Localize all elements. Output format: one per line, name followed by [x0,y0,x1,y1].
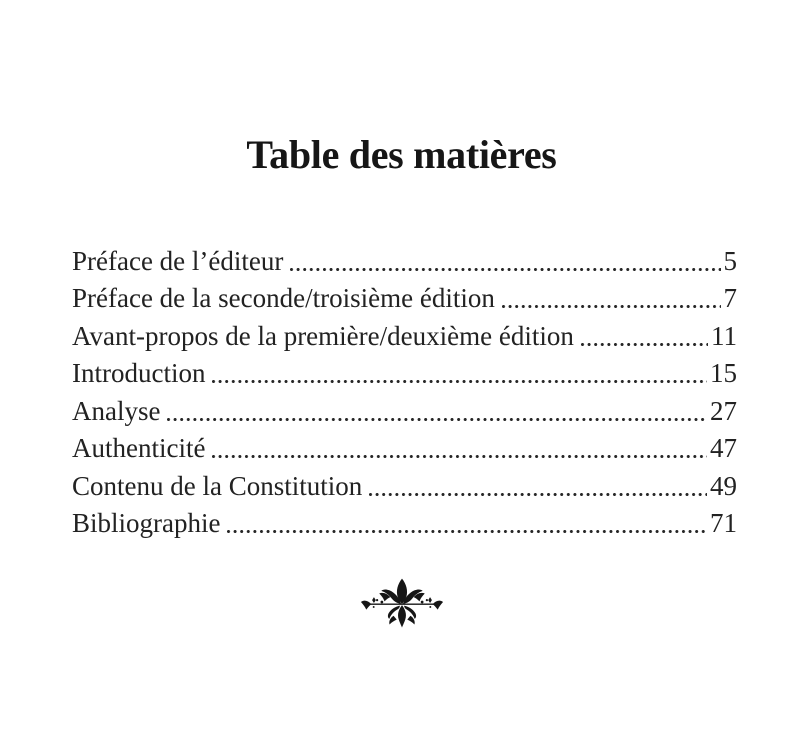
toc-entry [72,465,737,503]
toc-entry-page-number: 49 [710,470,737,501]
toc-entry-page-number: 15 [710,358,737,388]
toc-entry [72,353,737,391]
toc-entry-page-number: 27 [710,395,737,426]
toc-entry-page-number: 71 [710,508,737,538]
table-of-contents [72,240,737,540]
toc-entry [72,240,737,278]
toc-entry [72,278,737,316]
dot-leader [212,380,707,383]
toc-entry-label: Préface de l’éditeur [72,245,284,276]
toc-entry [72,428,737,466]
dot-leader [227,530,707,533]
dot-leader [369,493,707,496]
toc-entry [72,503,737,541]
toc-entry-page-number: 11 [711,320,737,351]
toc-entry-label: Bibliographie [72,508,221,538]
toc-entry-label: Préface de la seconde/troisième édition [72,283,495,313]
toc-entry-label: Avant-propos de la première/deuxième édition [72,320,574,351]
toc-entry-page-number: 47 [710,433,737,463]
toc-entry-page-number: 7 [723,283,737,313]
toc-entry [72,315,737,353]
dot-leader [290,268,720,271]
dot-leader [167,418,707,421]
page-title: Table des matières [246,132,557,177]
toc-entry-label: Introduction [72,358,206,388]
dot-leader [212,455,707,458]
fleuron-ornament-icon [359,576,445,630]
toc-entry-label: Contenu de la Constitution [72,470,363,501]
toc-entry [72,390,737,428]
toc-entry-label: Authenticité [72,433,206,463]
toc-entry-page-number: 5 [723,245,737,276]
dot-leader [502,305,721,308]
toc-entry-label: Analyse [72,395,161,426]
dot-leader [581,343,708,346]
